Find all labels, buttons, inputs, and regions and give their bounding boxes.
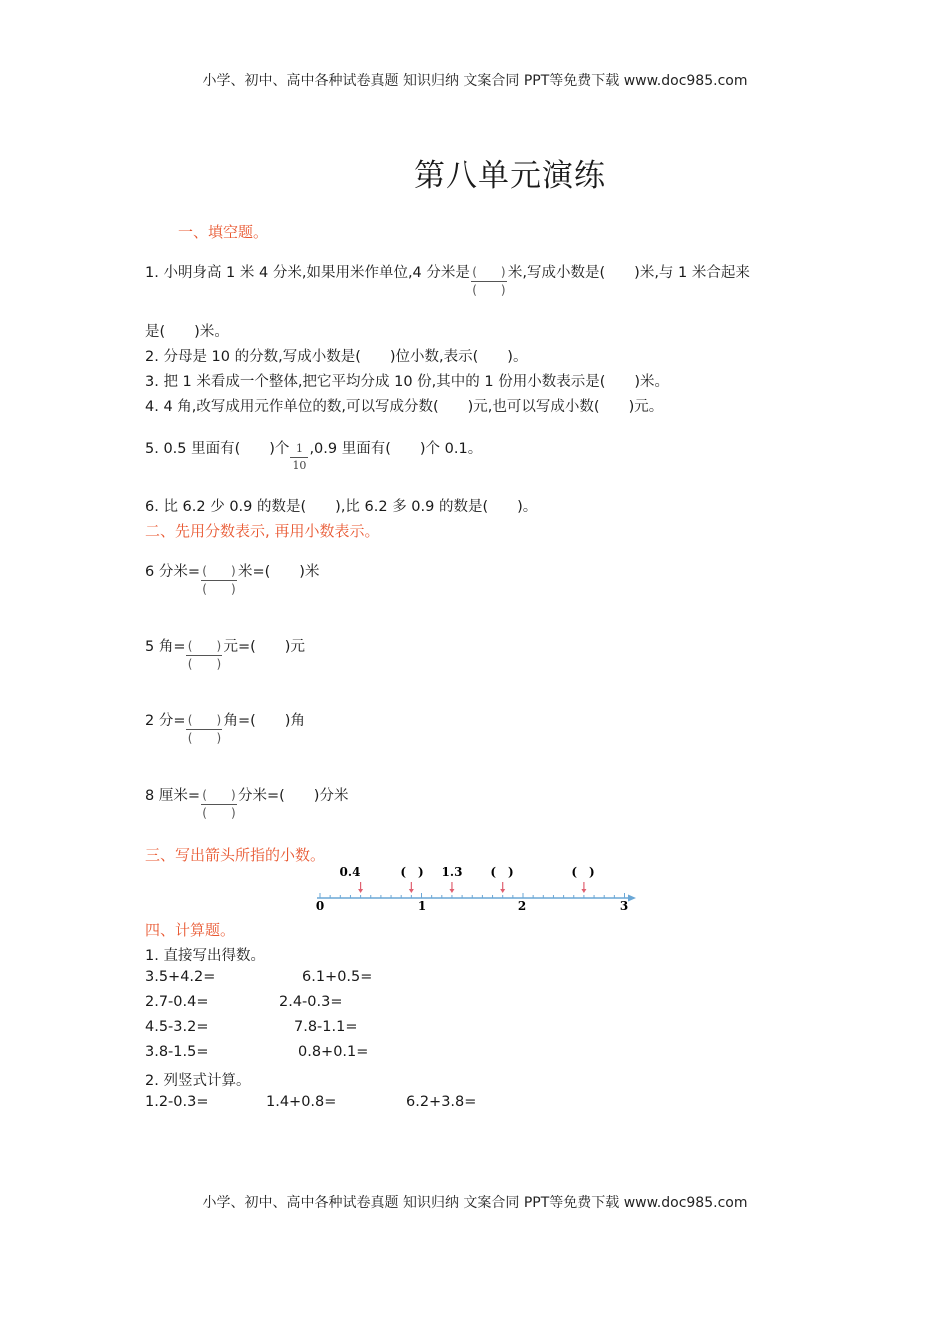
section-fraction-decimal: 二、先用分数表示, 再用小数表示。 xyxy=(145,522,380,540)
pointer-label-0-4: 0.4 xyxy=(339,865,361,879)
section-calculation: 四、计算题。 xyxy=(145,921,236,939)
question-1-line-2: 是( )米。 xyxy=(145,324,229,340)
conversion-row: 2 分= $\frac{( )}{( )}$ 角=( )角 xyxy=(145,713,305,745)
section-number-line: 三、写出箭头所指的小数。 xyxy=(145,846,326,864)
pointer-arrow-icon xyxy=(449,882,454,893)
tick-label-0: 0 xyxy=(315,899,325,913)
section-fill-in: 一、填空题。 xyxy=(178,223,269,241)
calc-item: 3.8-1.5= xyxy=(145,1044,209,1060)
pointer-label-blank[interactable]: ( ) xyxy=(490,865,514,879)
page-title: 第八单元演练 xyxy=(414,158,606,194)
question-1-text-a: 1. 小明身高 1 米 4 分米,如果用米作单位,4 分米是 xyxy=(145,265,470,281)
pointer-arrow-icon xyxy=(581,882,586,893)
calc-title-direct: 1. 直接写出得数。 xyxy=(145,948,265,964)
page-footer: 小学、初中、高中各种试卷真题 知识归纳 文案合同 PPT等免费下载 www.doc985.com xyxy=(202,1195,748,1211)
number-line-figure xyxy=(300,858,650,918)
question-5-text-a: 5. 0.5 里面有( )个 xyxy=(145,441,290,457)
pointer-arrow-icon xyxy=(409,882,414,893)
conversion-row: 5 角= $\frac{( )}{( )}$ 元=( )元 xyxy=(145,639,305,671)
fraction-blank[interactable]: $\frac{( )}{( )}$ xyxy=(187,713,222,745)
question-2: 2. 分母是 10 的分数,写成小数是( )位小数,表示( )。 xyxy=(145,349,528,365)
calc-item: 2.7-0.4= xyxy=(145,994,209,1010)
calc-item: 4.5-3.2= xyxy=(145,1019,209,1035)
question-1-line-1 xyxy=(145,258,750,297)
vertical-calc-item: 6.2+3.8= xyxy=(406,1094,477,1110)
question-1-text-b: 米,写成小数是( )米,与 1 米合起来 xyxy=(507,265,750,281)
pointer-arrow-icon xyxy=(358,882,363,893)
conversion-row: 6 分米= $\frac{( )}{( )}$ 米=( )米 xyxy=(145,564,320,596)
number-line-pointer-arrows xyxy=(358,882,586,893)
fraction-blank[interactable]: $\frac{( )}{( )}$ xyxy=(472,265,506,297)
fraction-blank[interactable]: $\frac{( )}{( )}$ xyxy=(202,564,236,596)
question-5 xyxy=(145,434,483,472)
vertical-calc-item: 1.4+0.8= xyxy=(266,1094,337,1110)
page-header: 小学、初中、高中各种试卷真题 知识归纳 文案合同 PPT等免费下载 www.doc985.com xyxy=(202,73,748,89)
pointer-label-1-3: 1.3 xyxy=(441,865,463,879)
tick-label-2: 2 xyxy=(517,899,527,913)
question-5-text-b: ,0.9 里面有( )个 0.1。 xyxy=(309,441,483,457)
pointer-label-blank[interactable]: ( ) xyxy=(571,865,595,879)
tick-label-3: 3 xyxy=(619,899,629,913)
conversion-row: 8 厘米= $\frac{( )}{( )}$ 分米=( )分米 xyxy=(145,788,349,820)
fraction-blank[interactable]: $\frac{( )}{( )}$ xyxy=(187,639,222,671)
calc-item: 0.8+0.1= xyxy=(298,1044,369,1060)
tick-label-1: 1 xyxy=(417,899,427,913)
calc-item: 6.1+0.5= xyxy=(302,969,373,985)
pointer-arrow-icon xyxy=(500,882,505,893)
fraction-one-tenth: $\frac{1}{10}$ xyxy=(292,442,307,472)
calc-item: 3.5+4.2= xyxy=(145,969,216,985)
calc-item: 7.8-1.1= xyxy=(294,1019,358,1035)
number-line-arrowhead xyxy=(628,895,636,902)
question-6: 6. 比 6.2 少 0.9 的数是( ),比 6.2 多 0.9 的数是( )。 xyxy=(145,499,538,515)
question-4: 4. 4 角,改写成用元作单位的数,可以写成分数( )元,也可以写成小数( )元。 xyxy=(145,399,664,415)
question-3: 3. 把 1 米看成一个整体,把它平均分成 10 份,其中的 1 份用小数表示是( )米。 xyxy=(145,374,670,390)
pointer-label-blank[interactable]: ( ) xyxy=(400,865,424,879)
fraction-blank[interactable]: $\frac{( )}{( )}$ xyxy=(202,788,236,820)
calc-item: 2.4-0.3= xyxy=(279,994,343,1010)
calc-title-vertical: 2. 列竖式计算。 xyxy=(145,1073,251,1089)
vertical-calc-item: 1.2-0.3= xyxy=(145,1094,209,1110)
